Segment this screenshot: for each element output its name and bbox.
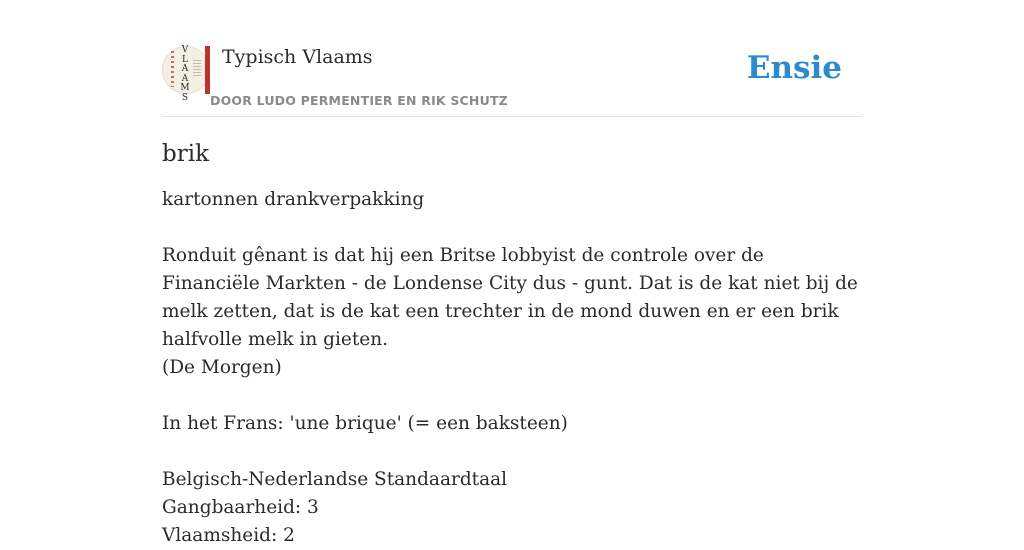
book-cover-red-marks — [171, 51, 174, 87]
book-cover-letter: V — [181, 45, 189, 55]
entry-definition: kartonnen drankverpakking — [162, 189, 425, 210]
entry-classification: Belgisch-Nederlandse Standaardtaal — [162, 469, 508, 490]
entry-example-quote: Ronduit gênant is dat hij een Britse lobbyist de controle over de Financiële Markten - de Londense City dus - gunt. Dat is de kat niet bij de melk zetten, dat is de kat een trechter in de mond duwen en er een brik halfvolle melk in gieten. — [162, 245, 858, 350]
brand-logo-link[interactable]: Ensie — [746, 50, 842, 86]
book-cover-small-print — [193, 60, 201, 78]
book-cover-letter: A — [181, 73, 189, 84]
book-cover-letter: M — [180, 83, 190, 93]
entry-usage: Gangbaarheid: 3 — [162, 497, 319, 518]
entry-title: brik — [162, 141, 210, 167]
entry-metadata — [162, 466, 862, 550]
site-header — [162, 44, 862, 117]
authors-byline: DOOR LUDO PERMENTIER EN RIK SCHUTZ — [210, 93, 508, 108]
entry-flemishness: Vlaamsheid: 2 — [162, 525, 295, 546]
book-cover-icon[interactable] — [162, 45, 210, 103]
book-cover-letter: A — [181, 64, 189, 74]
entry-example-source: (De Morgen) — [162, 357, 282, 378]
entry-example — [162, 242, 862, 382]
book-cover-letters — [179, 46, 191, 103]
entry-content — [162, 136, 862, 550]
book-cover-letter: L — [182, 54, 188, 65]
book-cover-red-edge — [205, 46, 210, 94]
entry-french-note: In het Frans: 'une brique' (= een baksteen) — [162, 413, 568, 434]
site-title[interactable]: Typisch Vlaams — [222, 46, 373, 68]
book-cover-letter: S — [181, 92, 189, 103]
